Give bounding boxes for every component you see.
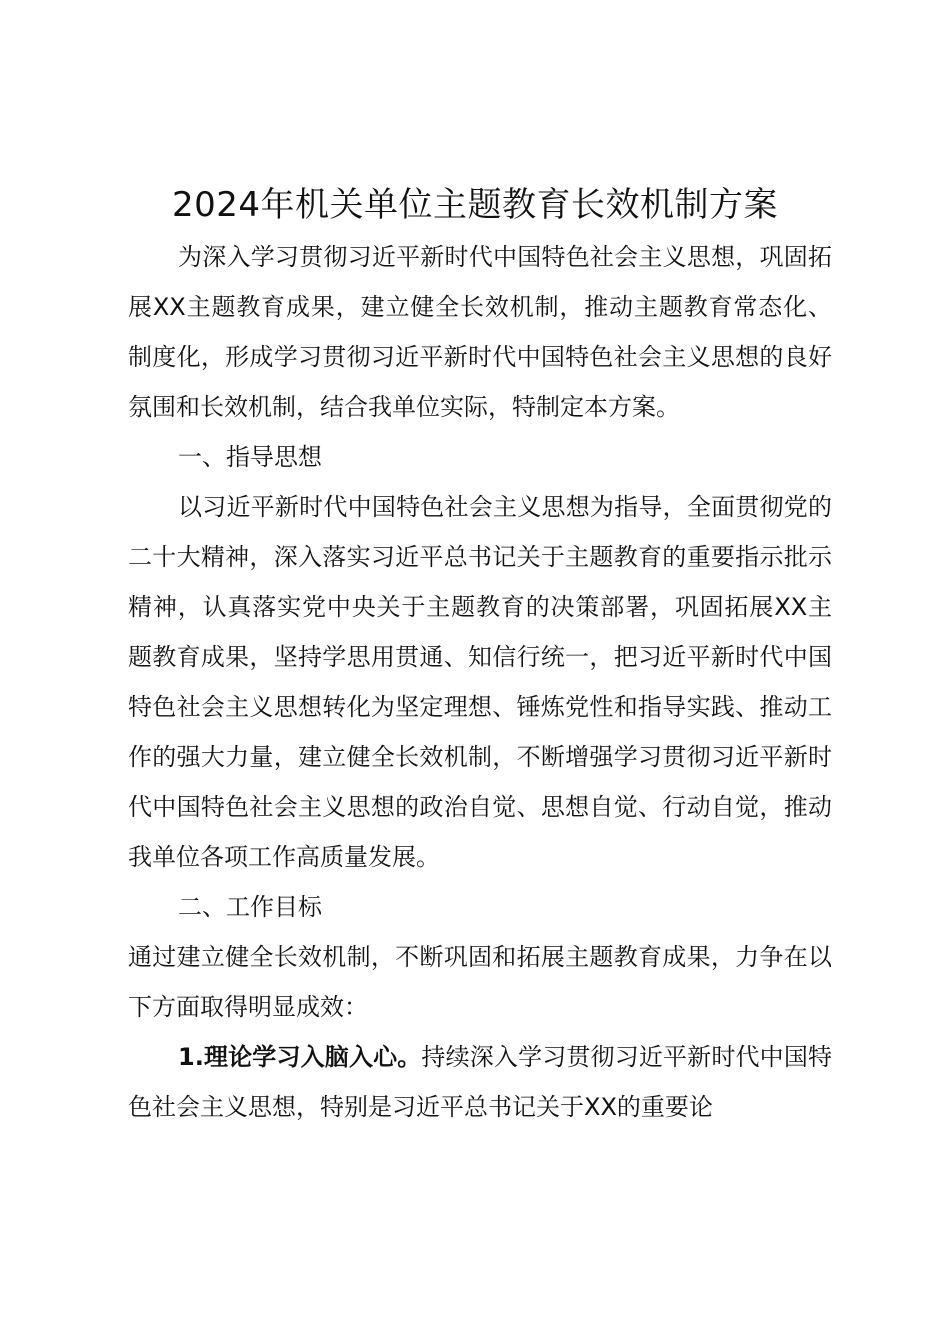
document-body: [128, 232, 832, 1132]
section-heading-guiding-thought: 一、指导思想: [178, 443, 322, 471]
intro-paragraph: 为深入学习贯彻习近平新时代中国特色社会主义思想，巩固拓展XX主题教育成果，建立健全长效机制，推动主题教育常态化、制度化，形成学习贯彻习近平新时代中国特色社会主义思想的良好氛围和长效机制，结合我单位实际，特制定本方案。: [128, 243, 832, 421]
work-goals-paragraph: 通过建立健全长效机制，不断巩固和拓展主题教育成果，力争在以下方面取得明显成效：: [128, 943, 832, 1021]
goal-item-1: [128, 1032, 832, 1132]
goal-item-1-body: 持续深入学习贯彻习近平新时代中国特色社会主义思想，特别是习近平总书记关于XX的重要论: [128, 1043, 832, 1121]
document-title: 2024年机关单位主题教育长效机制方案: [171, 185, 779, 225]
goal-item-1-lead: 1.理论学习入脑入心。: [178, 1043, 422, 1071]
section-heading-work-goals: 二、工作目标: [178, 893, 322, 921]
guiding-thought-paragraph: 以习近平新时代中国特色社会主义思想为指导，全面贯彻党的二十大精神，深入落实习近平总书记关于主题教育的重要指示批示精神，认真落实党中央关于主题教育的决策部署，巩固拓展XX主题教育成果，坚持学思用贯通、知信行统一，把习近平新时代中国特色社会主义思想转化为坚定理想、锤炼党性和指导实践、推动工作的强大力量，建立健全长效机制，不断增强学习贯彻习近平新时代中国特色社会主义思想的政治自觉、思想自觉、行动自觉，推动我单位各项工作高质量发展。: [128, 493, 832, 871]
